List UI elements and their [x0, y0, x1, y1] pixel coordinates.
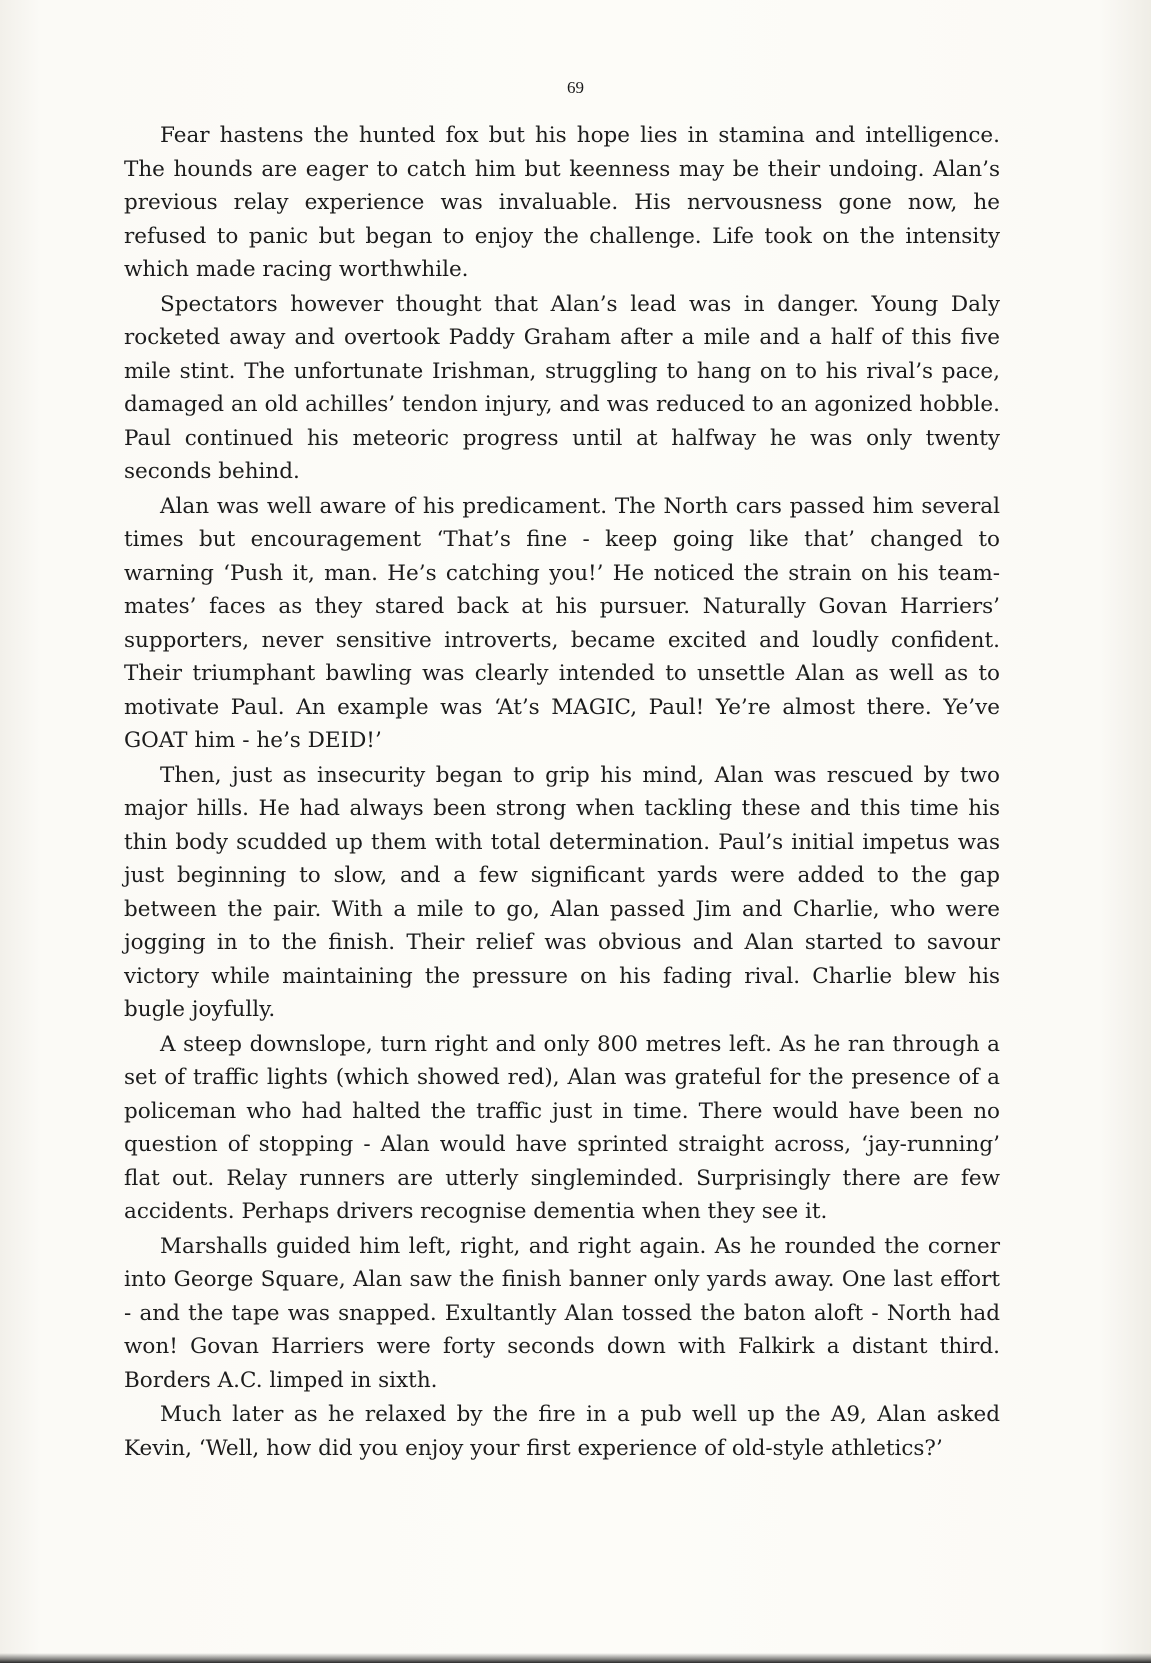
- paragraph: Spectators however thought that Alan’s lead was in danger. Young Daly rocketed away and overtook Paddy Graham after a mile and a half of this five mile stint. The unfortunate Irishman, struggling to hang on to his rival’s pace, damaged an old achilles’ tendon injury, and was reduced to an agonized hobble. Paul continued his meteoric progress until at halfway he was only twenty seconds behind.: [124, 291, 1000, 484]
- page-number: 69: [567, 78, 584, 97]
- paragraph: A steep downslope, turn right and only 800 metres left. As he ran through a set of traffic lights (which showed red), Alan was grateful for the presence of a policeman who had halted the traffic just in time. There would have been no question of stopping - Alan would have sprinted straight across, ‘jay-running’ flat out. Relay runners are utterly singleminded. Surprisingly there are few accidents. Perhaps drivers recognise dementia when they see it.: [124, 1031, 1000, 1224]
- paragraph: Fear hastens the hunted fox but his hope lies in stamina and intelligence. The hounds are eager to catch him but keenness may be their undoing. Alan’s previous relay experience was invaluable. His nervousness gone now, he refused to panic but began to enjoy the challenge. Life took on the intensity which made racing worthwhile.: [124, 123, 1000, 282]
- paragraph: Much later as he relaxed by the fire in a pub well up the A9, Alan asked Kevin, ‘Well, how did you enjoy your first experience of old-style athletics?’: [124, 1402, 1000, 1461]
- paragraph: Alan was well aware of his predicament. The North cars passed him several times but encouragement ‘That’s fine - keep going like that’ changed to warning ‘Push it, man. He’s catching you!’ He noticed the strain on his team-mates’ faces as they stared back at his pursuer. Naturally Govan Harriers’ supporters, never sensitive introverts, became excited and loudly confident. Their triumphant bawling was clearly intended to unsettle Alan as well as to motivate Paul. An example was ‘At’s MAGIC, Paul! Ye’re almost there. Ye’ve GOAT him - he’s DEID!’: [124, 493, 1000, 753]
- paragraph: Marshalls guided him left, right, and right again. As he rounded the corner into George Square, Alan saw the finish banner only yards away. One last effort - and the tape was snapped. Exultantly Alan tossed the baton aloft - North had won! Govan Harriers were forty seconds down with Falkirk a distant third. Borders A.C. limped in sixth.: [124, 1233, 1000, 1393]
- scan-edge-shadow: [0, 1653, 1151, 1663]
- paragraph: Then, just as insecurity began to grip his mind, Alan was rescued by two major hills. He had always been strong when tackling these and this time his thin body scudded up them with total determination. Paul’s initial impetus was just beginning to slow, and a few significant yards were added to the gap between the pair. With a mile to go, Alan passed Jim and Charlie, who were jogging in to the finish. Their relief was obvious and Alan started to savour victory while maintaining the pressure on his fading rival. Charlie blew his bugle joyfully.: [124, 762, 1000, 1022]
- body-text: [124, 119, 1000, 1465]
